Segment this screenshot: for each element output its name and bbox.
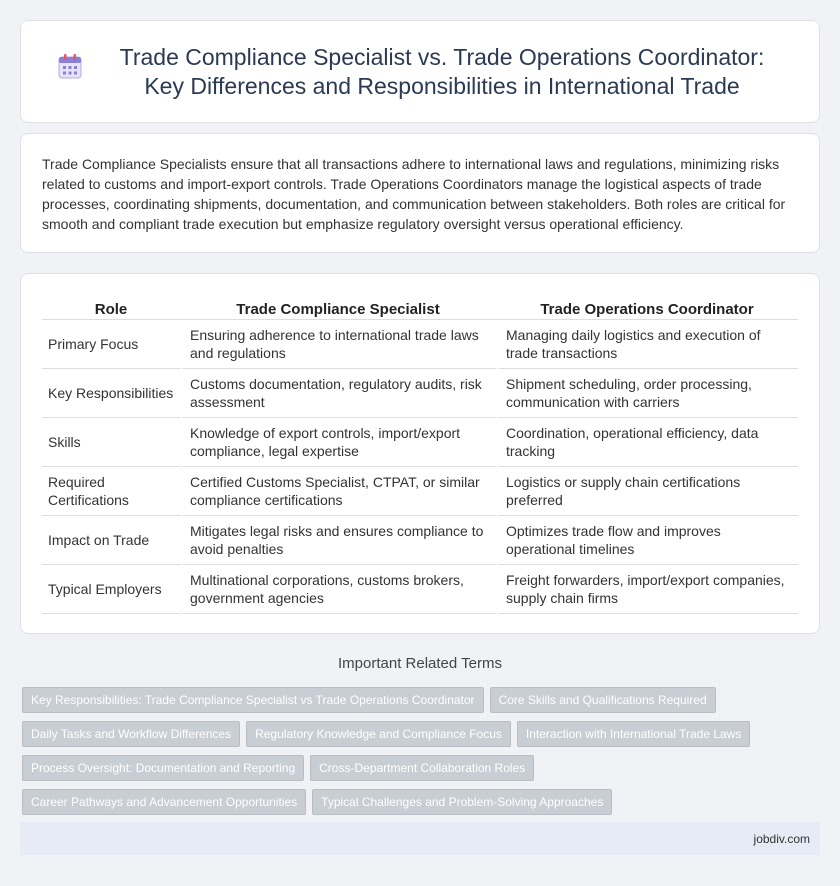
related-term-tag[interactable]: Regulatory Knowledge and Compliance Focus bbox=[246, 721, 511, 747]
row-label: Key Responsibilities bbox=[42, 369, 180, 418]
table-row bbox=[42, 369, 798, 418]
compliance-cell: Customs documentation, regulatory audits, risk assessment bbox=[180, 369, 496, 418]
calendar-icon bbox=[58, 53, 82, 79]
header-role: Role bbox=[42, 296, 180, 320]
operations-cell: Managing daily logistics and execution of trade transactions bbox=[496, 320, 798, 369]
operations-cell: Logistics or supply chain certifications preferred bbox=[496, 467, 798, 516]
compliance-cell: Mitigates legal risks and ensures compliance to avoid penalties bbox=[180, 516, 496, 565]
operations-cell: Shipment scheduling, order processing, communication with carriers bbox=[496, 369, 798, 418]
table-row bbox=[42, 565, 798, 614]
footer-site-link[interactable]: jobdiv.com bbox=[753, 831, 810, 846]
operations-cell: Coordination, operational efficiency, data tracking bbox=[496, 418, 798, 467]
row-label: Impact on Trade bbox=[42, 516, 180, 565]
related-terms-title: Important Related Terms bbox=[338, 655, 502, 672]
intro-card bbox=[20, 133, 820, 253]
compliance-cell: Knowledge of export controls, import/export compliance, legal expertise bbox=[180, 418, 496, 467]
row-label: Typical Employers bbox=[42, 565, 180, 614]
related-term-tag[interactable]: Interaction with International Trade Laws bbox=[517, 721, 750, 747]
operations-cell: Freight forwarders, import/export companies, supply chain firms bbox=[496, 565, 798, 614]
comparison-card bbox=[20, 273, 820, 634]
related-term-tag[interactable]: Career Pathways and Advancement Opportunities bbox=[22, 789, 306, 815]
related-term-tag[interactable]: Typical Challenges and Problem-Solving Approaches bbox=[312, 789, 612, 815]
table-row bbox=[42, 467, 798, 516]
title-wrap bbox=[21, 21, 819, 122]
table-header-row bbox=[42, 296, 798, 320]
related-term-tag[interactable]: Daily Tasks and Workflow Differences bbox=[22, 721, 240, 747]
comparison-table bbox=[42, 296, 798, 614]
page-title: Trade Compliance Specialist vs. Trade Operations Coordinator: Key Differences and Responsibilities in International Trade bbox=[119, 43, 765, 99]
intro-paragraph: Trade Compliance Specialists ensure that all transactions adhere to international laws and regulations, minimizing risks related to customs and import-export controls. Trade Operations Coordinators manage the logistical aspects of trade processes, coordinating shipments, documentation, and communication between stakeholders. Both roles are critical for smooth and compliant trade execution but emphasize regulatory oversight versus operational efficiency. bbox=[42, 156, 786, 232]
operations-cell: Optimizes trade flow and improves operational timelines bbox=[496, 516, 798, 565]
header-compliance-specialist: Trade Compliance Specialist bbox=[180, 296, 496, 320]
related-term-tag[interactable]: Cross-Department Collaboration Roles bbox=[310, 755, 534, 781]
related-term-tag[interactable]: Core Skills and Qualifications Required bbox=[490, 687, 716, 713]
table-row bbox=[42, 418, 798, 467]
table-row bbox=[42, 516, 798, 565]
table-row bbox=[42, 320, 798, 369]
compliance-cell: Multinational corporations, customs brokers, government agencies bbox=[180, 565, 496, 614]
related-term-tag[interactable]: Key Responsibilities: Trade Compliance Specialist vs Trade Operations Coordinator bbox=[22, 687, 484, 713]
compliance-cell: Certified Customs Specialist, CTPAT, or similar compliance certifications bbox=[180, 467, 496, 516]
header-card bbox=[20, 20, 820, 123]
row-label: Skills bbox=[42, 418, 180, 467]
row-label: Required Certifications bbox=[42, 467, 180, 516]
compliance-cell: Ensuring adherence to international trade laws and regulations bbox=[180, 320, 496, 369]
footer bbox=[20, 822, 820, 855]
row-label: Primary Focus bbox=[42, 320, 180, 369]
related-term-tag[interactable]: Process Oversight: Documentation and Reporting bbox=[22, 755, 304, 781]
header-operations-coordinator: Trade Operations Coordinator bbox=[496, 296, 798, 320]
